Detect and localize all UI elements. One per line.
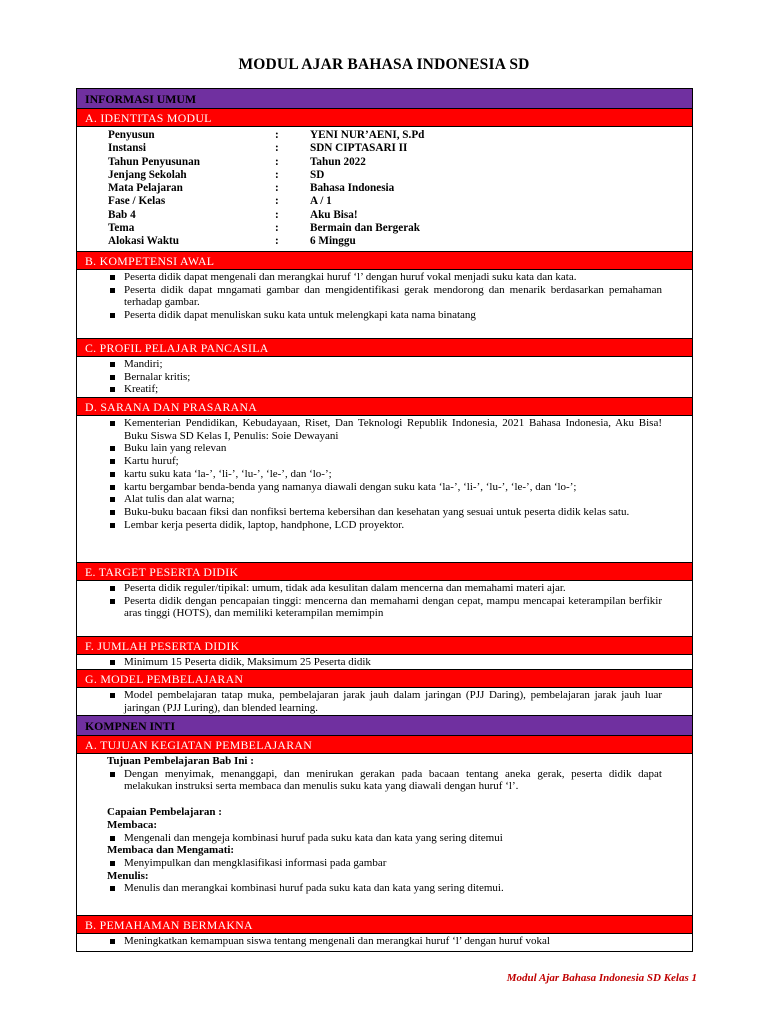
list-item: kartu bergambar benda-benda yang namanya diawali dengan suku kata ‘la-’, ‘li-’, ‘lu-’, ‘le-’, dan ‘lo-’; <box>124 481 662 494</box>
identity-rows <box>108 129 692 249</box>
identity-value: A / 1 <box>310 195 332 208</box>
heading-identitas-modul: A. IDENTITAS MODUL <box>77 109 692 127</box>
list-item: Mengenali dan mengeja kombinasi huruf pada suku kata dan kata yang sering ditemui <box>124 832 662 845</box>
identity-row <box>108 129 692 142</box>
identity-section <box>77 127 692 252</box>
menulis-heading: Menulis: <box>107 869 149 882</box>
identity-colon: : <box>275 182 279 195</box>
list-item: Peserta didik reguler/tipikal: umum, tidak ada kesulitan dalam mencerna dan memahami materi ajar. <box>124 582 662 595</box>
identity-value: YENI NUR’AENI, S.Pd <box>310 129 425 141</box>
heading-pemahaman-bermakna: B. PEMAHAMAN BERMAKNA <box>77 916 692 934</box>
identity-row <box>108 235 692 248</box>
tujuan-subheading: Tujuan Pembelajaran Bab Ini : <box>107 755 254 767</box>
identity-label: Tahun Penyusunan <box>108 155 200 168</box>
tujuan-section <box>77 754 692 916</box>
identity-label: Mata Pelajaran <box>108 182 183 195</box>
list-item: Minimum 15 Peserta didik, Maksimum 25 Peserta didik <box>124 656 662 669</box>
pemahaman-section <box>77 934 692 956</box>
identity-value: SDN CIPTASARI II <box>310 142 408 155</box>
list-item: Bernalar kritis; <box>124 371 662 384</box>
list-item: Buku lain yang relevan <box>124 442 662 455</box>
list-item: Dengan menyimak, menanggapi, dan menirukan gerakan pada bacaan tentang aneka gerak, peserta didik dapat melakukan instruksi serta membaca dan menulis suku kata yang diawali dengan huruf ‘l’. <box>124 767 662 793</box>
page-footer: Modul Ajar Bahasa Indonesia SD Kelas 1 <box>506 972 697 984</box>
list-item: Alat tulis dan alat warna; <box>124 493 662 506</box>
list-item: Peserta didik dengan pencapaian tinggi: mencerna dan memahami dengan cepat, mampu mencapai keterampilan berfikir aras tinggi (HOTS), dan memiliki keterampilan memimpin <box>124 594 662 620</box>
identity-label: Jenjang Sekolah <box>108 168 187 181</box>
list-item: Meningkatkan kemampuan siswa tentang mengenali dan merangkai huruf ‘l’ dengan huruf vokal <box>124 935 662 948</box>
sarana-list <box>77 416 692 531</box>
list-item: Peserta didik dapat mengenali dan merangkai huruf ‘l’ dengan huruf vokal menjadi suku kata dan kata. <box>124 271 662 284</box>
sarana-section <box>77 416 692 563</box>
list-item: Kreatif; <box>124 383 662 396</box>
heading-tujuan-kegiatan: A. TUJUAN KEGIATAN PEMBELAJARAN <box>77 736 692 754</box>
model-section <box>77 688 692 716</box>
identity-row <box>108 209 692 222</box>
mengamati-heading: Membaca dan Mengamati: <box>107 844 235 857</box>
identity-colon: : <box>275 235 279 248</box>
identity-value: Bahasa Indonesia <box>310 182 395 195</box>
jumlah-section <box>77 655 692 670</box>
heading-model-pembelajaran: G. MODEL PEMBELAJARAN <box>77 670 692 688</box>
identity-row <box>108 222 692 235</box>
identity-row <box>108 169 692 182</box>
model-list <box>77 688 692 714</box>
profil-section <box>77 357 692 398</box>
identity-row <box>108 195 692 208</box>
module-table <box>76 88 693 952</box>
identity-colon: : <box>275 155 279 168</box>
identity-value: Bermain dan Bergerak <box>310 222 421 235</box>
capaian-heading: Capaian Pembelajaran : <box>107 806 222 819</box>
identity-label: Bab 4 <box>108 208 136 221</box>
spacer <box>107 793 662 806</box>
identity-label: Fase / Kelas <box>108 195 166 208</box>
identity-value: Tahun 2022 <box>310 155 366 168</box>
heading-target-peserta: E. TARGET PESERTA DIDIK <box>77 563 692 581</box>
identity-value: SD <box>310 168 325 181</box>
identity-colon: : <box>275 195 279 208</box>
target-list <box>77 581 692 620</box>
profil-list <box>77 357 692 396</box>
identity-value: Aku Bisa! <box>310 208 358 221</box>
identity-colon: : <box>275 142 279 155</box>
kompetensi-list <box>77 270 692 322</box>
heading-kompetensi-awal: B. KOMPETENSI AWAL <box>77 252 692 270</box>
list-item: Peserta didik dapat mngamati gambar dan mengidentifikasi gerak mendorong dan menarik berdasarkan pemahaman terhadap gambar. <box>124 283 662 309</box>
jumlah-list <box>77 655 692 669</box>
section-informasi-umum: INFORMASI UMUM <box>77 89 692 109</box>
list-item: Kartu huruf; <box>124 455 662 468</box>
list-item: Lembar kerja peserta didik, laptop, handphone, LCD proyektor. <box>124 519 662 532</box>
pemahaman-list <box>77 934 692 948</box>
identity-row <box>108 182 692 195</box>
list-item: kartu suku kata ‘la-’, ‘li-’, ‘lu-’, ‘le-’, dan ‘lo-’; <box>124 468 662 481</box>
membaca-list <box>107 832 662 845</box>
identity-row <box>108 142 692 155</box>
list-item: Menulis dan merangkai kombinasi huruf pada suku kata dan kata yang sering ditemui. <box>124 882 662 895</box>
identity-colon: : <box>275 222 279 235</box>
identity-label: Instansi <box>108 142 146 155</box>
list-item: Buku-buku bacaan fiksi dan nonfiksi bertema kebersihan dan kesehatan yang sesuai untuk peserta didik kelas satu. <box>124 506 662 519</box>
document-title: MODUL AJAR BAHASA INDONESIA SD <box>238 56 530 73</box>
list-item: Menyimpulkan dan mengklasifikasi informasi pada gambar <box>124 857 662 870</box>
list-item: Kementerian Pendidikan, Kebudayaan, Riset, Dan Teknologi Republik Indonesia, 2021 Bahasa Indonesia, Aku Bisa! Buku Siswa SD Kelas I, Penulis: Soie Dewayani <box>124 417 662 442</box>
identity-colon: : <box>275 208 279 221</box>
identity-colon: : <box>275 129 279 141</box>
heading-jumlah-peserta: F. JUMLAH PESERTA DIDIK <box>77 637 692 655</box>
identity-row <box>108 156 692 169</box>
list-item: Peserta didik dapat menuliskan suku kata untuk melengkapi kata nama binatang <box>124 309 662 322</box>
membaca-heading: Membaca: <box>107 818 158 831</box>
kompetensi-section <box>77 270 692 339</box>
mengamati-list <box>107 857 662 870</box>
heading-sarana-prasarana: D. SARANA DAN PRASARANA <box>77 398 692 416</box>
heading-profil-pelajar: C. PROFIL PELAJAR PANCASILA <box>77 339 692 357</box>
section-komponen-inti: KOMPNEN INTI <box>77 716 692 736</box>
target-section <box>77 581 692 637</box>
menulis-list <box>107 882 662 895</box>
identity-colon: : <box>275 168 279 181</box>
identity-label: Alokasi Waktu <box>108 235 179 248</box>
list-item: Mandiri; <box>124 358 662 371</box>
tujuan-list <box>107 768 662 793</box>
identity-label: Tema <box>108 222 135 235</box>
identity-value: 6 Minggu <box>310 235 356 248</box>
list-item: Model pembelajaran tatap muka, pembelajaran jarak jauh dalam jaringan (PJJ Daring), pembelajaran jarak jauh luar jaringan (PJJ Luring), dan blended learning. <box>124 689 662 714</box>
identity-label: Penyusun <box>108 129 155 141</box>
